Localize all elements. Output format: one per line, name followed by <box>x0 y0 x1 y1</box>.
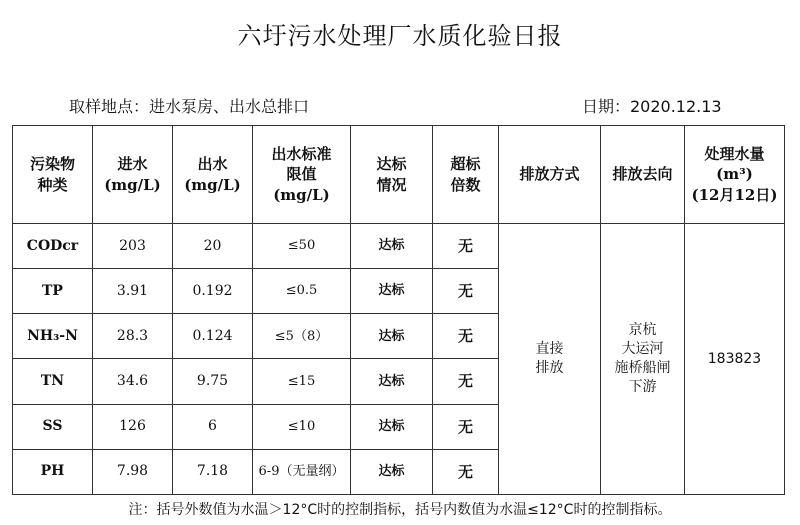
header-inflow: 进水 (mg/L) <box>93 126 173 224</box>
row-excess: 无 <box>433 449 499 494</box>
row-status: 达标 <box>351 224 433 269</box>
row-inflow: 7.98 <box>93 449 173 494</box>
table-header-row <box>13 126 785 224</box>
row-status: 达标 <box>351 269 433 314</box>
row-inflow: 28.3 <box>93 314 173 359</box>
report-title: 六圩污水处理厂水质化验日报 <box>237 22 563 50</box>
row-outflow: 20 <box>173 224 253 269</box>
row-excess: 无 <box>433 359 499 404</box>
sample-location: 取样地点：进水泵房、出水总排口 <box>69 97 310 116</box>
row-name: PH <box>13 449 93 494</box>
header-discharge-destination: 排放去向 <box>601 126 685 224</box>
row-inflow: 126 <box>93 404 173 449</box>
row-name: SS <box>13 404 93 449</box>
row-excess: 无 <box>433 404 499 449</box>
row-status: 达标 <box>351 314 433 359</box>
row-excess: 无 <box>433 269 499 314</box>
discharge-destination-cell: 京杭 大运河 施桥船闸 下游 <box>601 224 685 495</box>
row-outflow: 9.75 <box>173 359 253 404</box>
table-row <box>13 224 785 269</box>
header-discharge-method: 排放方式 <box>499 126 601 224</box>
header-status: 达标 情况 <box>351 126 433 224</box>
water-quality-table <box>12 125 785 495</box>
row-status: 达标 <box>351 449 433 494</box>
row-status: 达标 <box>351 404 433 449</box>
row-limit: ≤10 <box>253 404 351 449</box>
row-outflow: 6 <box>173 404 253 449</box>
header-excess: 超标 倍数 <box>433 126 499 224</box>
row-outflow: 7.18 <box>173 449 253 494</box>
row-limit: ≤0.5 <box>253 269 351 314</box>
header-outflow: 出水 (mg/L) <box>173 126 253 224</box>
report-date: 日期：2020.12.13 <box>582 97 722 116</box>
header-limit: 出水标准 限值 (mg/L) <box>253 126 351 224</box>
row-outflow: 0.192 <box>173 269 253 314</box>
row-name: TN <box>13 359 93 404</box>
row-name: TP <box>13 269 93 314</box>
row-name: CODcr <box>13 224 93 269</box>
footnote: 注：括号外数值为水温＞12°C时的控制指标，括号内数值为水温≤12°C时的控制指标。 <box>128 502 672 518</box>
row-inflow: 3.91 <box>93 269 173 314</box>
header-volume: 处理水量 (m³) (12月12日) <box>685 126 785 224</box>
discharge-method-cell: 直接 排放 <box>499 224 601 495</box>
header-pollutant: 污染物 种类 <box>13 126 93 224</box>
row-limit: ≤15 <box>253 359 351 404</box>
row-name: NH₃-N <box>13 314 93 359</box>
row-inflow: 34.6 <box>93 359 173 404</box>
row-excess: 无 <box>433 224 499 269</box>
row-excess: 无 <box>433 314 499 359</box>
row-outflow: 0.124 <box>173 314 253 359</box>
row-limit: ≤5（8） <box>253 314 351 359</box>
row-limit: ≤50 <box>253 224 351 269</box>
row-limit: 6-9（无量纲） <box>253 449 351 494</box>
row-status: 达标 <box>351 359 433 404</box>
treated-volume-cell: 183823 <box>685 224 785 495</box>
row-inflow: 203 <box>93 224 173 269</box>
